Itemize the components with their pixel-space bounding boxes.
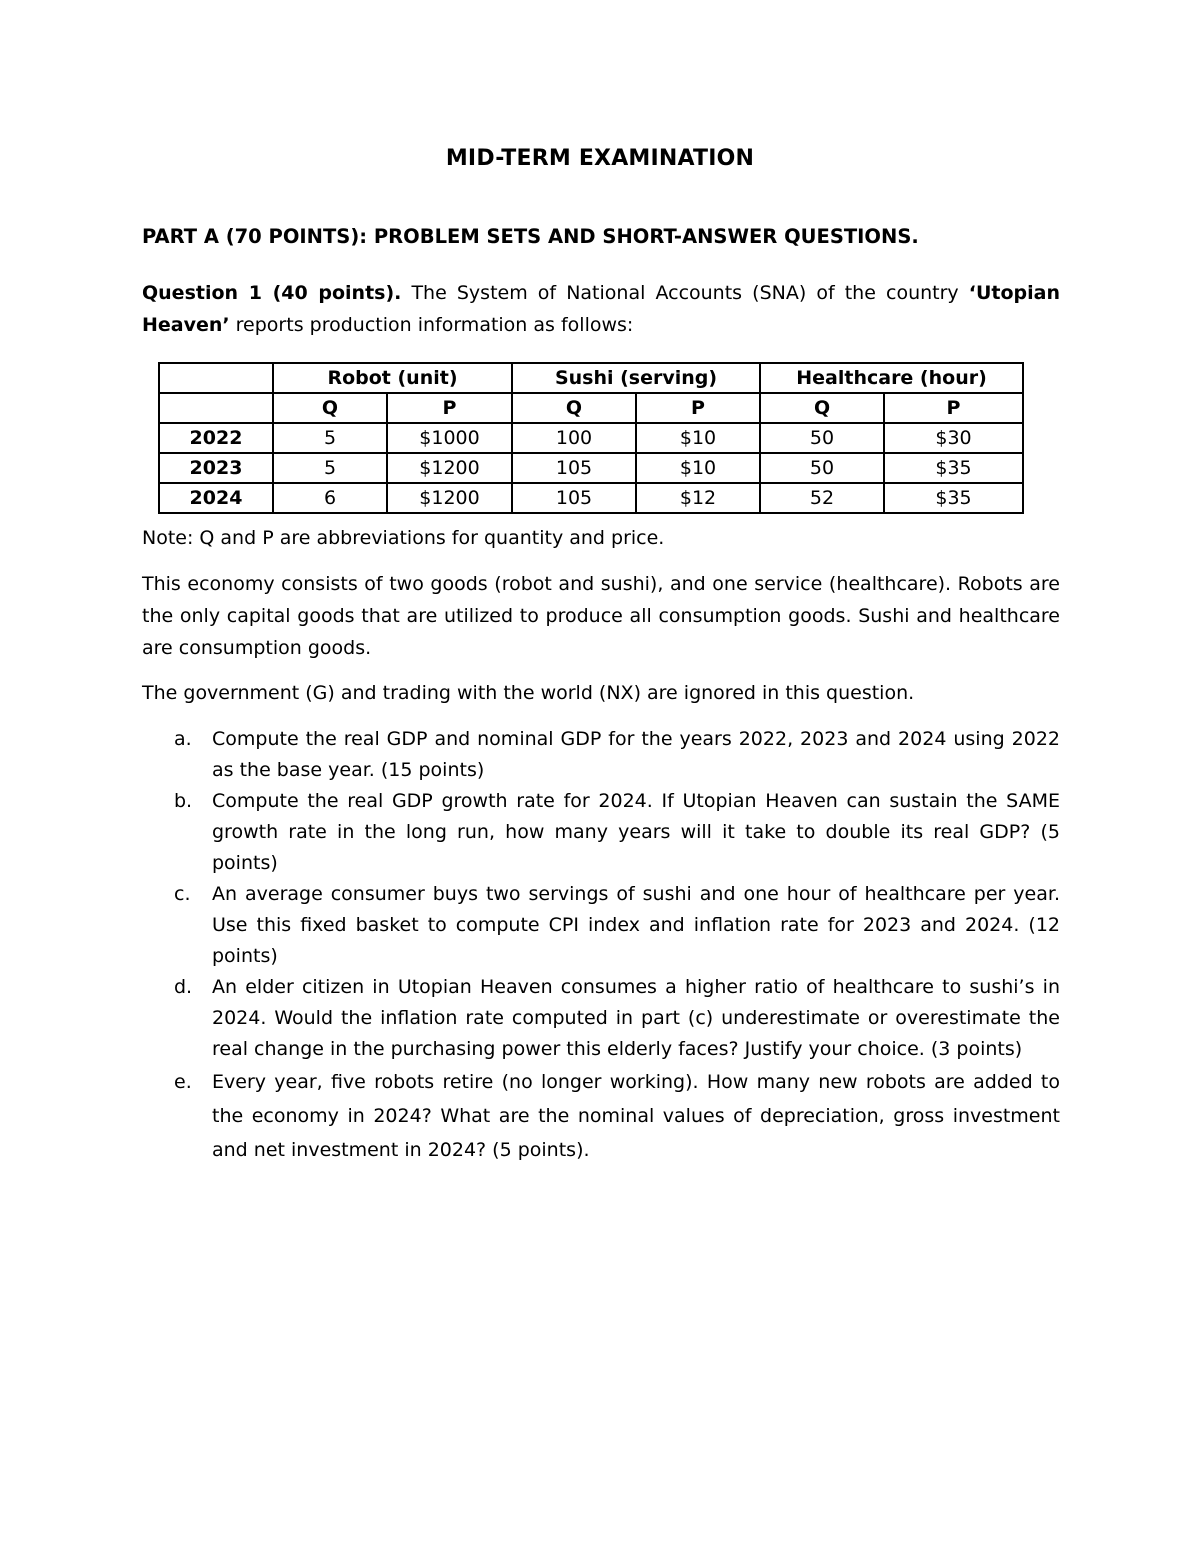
table-group-header-row xyxy=(159,363,1023,393)
subheader-healthcare-p: P xyxy=(884,393,1023,423)
table-cell: $10 xyxy=(636,423,760,453)
part-a-heading: PART A (70 POINTS): PROBLEM SETS AND SHORT-ANSWER QUESTIONS. xyxy=(142,225,919,248)
subheader-sushi-p: P xyxy=(636,393,760,423)
page-title: MID-TERM EXAMINATION xyxy=(445,146,755,171)
economy-description: This economy consists of two goods (robot and sushi), and one service (healthcare). Robots are the only capital goods that are utilized to produce all consumption goods. Sushi and healthcare are consumption goods. xyxy=(142,573,1060,659)
table-cell: 50 xyxy=(760,453,884,483)
table-cell: 50 xyxy=(760,423,884,453)
question-1-text-after: reports production information as follows: xyxy=(229,314,634,336)
subquestion-label: a. xyxy=(174,728,192,750)
table-cell: $1200 xyxy=(387,453,512,483)
subheader-healthcare-q: Q xyxy=(760,393,884,423)
table-cell: 105 xyxy=(512,453,636,483)
year-cell: 2022 xyxy=(159,423,273,453)
question-1-text-before: The System of National Accounts (SNA) of the country xyxy=(401,282,969,304)
table-cell: 5 xyxy=(273,423,387,453)
table-cell: 100 xyxy=(512,423,636,453)
list-item xyxy=(142,724,1060,786)
table-note: Note: Q and P are abbreviations for quantity and price. xyxy=(142,527,665,549)
table-row xyxy=(159,453,1023,483)
table-corner-cell xyxy=(159,363,273,393)
subquestion-text: An average consumer buys two servings of sushi and one hour of healthcare per year. Use this fixed basket to compute CPI index and inflation rate for 2023 and 2024. (12 points) xyxy=(212,883,1060,967)
table-cell: $30 xyxy=(884,423,1023,453)
table-cell: $35 xyxy=(884,483,1023,513)
subquestion-text: Compute the real GDP growth rate for 2024. If Utopian Heaven can sustain the SAME growth rate in the long run, how many years will it take to double its real GDP? (5 points) xyxy=(212,790,1060,874)
subquestion-label: b. xyxy=(174,790,193,812)
table-row xyxy=(159,483,1023,513)
subquestion-text: An elder citizen in Utopian Heaven consumes a higher ratio of healthcare to sushi’s in 2024. Would the inflation rate computed in part (c) underestimate or overestimate the real change in the purchasing power this elderly faces? Justify your choice. (3 points) xyxy=(212,976,1060,1060)
subheader-robot-p: P xyxy=(387,393,512,423)
group-header-healthcare: Healthcare (hour) xyxy=(760,363,1023,393)
country-name: ‘Utopian Heaven’ xyxy=(142,282,1060,336)
subheader-robot-q: Q xyxy=(273,393,387,423)
list-item xyxy=(142,786,1060,879)
table-cell: $1000 xyxy=(387,423,512,453)
subquestion-text: Compute the real GDP and nominal GDP for the years 2022, 2023 and 2024 using 2022 as the base year. (15 points) xyxy=(212,728,1060,781)
table-cell: $10 xyxy=(636,453,760,483)
subheader-sushi-q: Q xyxy=(512,393,636,423)
subquestion-list xyxy=(142,724,1060,1167)
group-header-robot: Robot (unit) xyxy=(273,363,512,393)
table-cell: 6 xyxy=(273,483,387,513)
subquestion-label: e. xyxy=(174,1071,192,1093)
production-table xyxy=(158,362,1024,514)
table-cell: $1200 xyxy=(387,483,512,513)
table-cell: 52 xyxy=(760,483,884,513)
list-item xyxy=(142,879,1060,972)
list-item xyxy=(142,972,1060,1065)
table-subheader-blank xyxy=(159,393,273,423)
table-row xyxy=(159,423,1023,453)
table-subheader-row xyxy=(159,393,1023,423)
government-note: The government (G) and trading with the world (NX) are ignored in this question. xyxy=(142,682,915,704)
table-cell: 105 xyxy=(512,483,636,513)
year-cell: 2024 xyxy=(159,483,273,513)
table-cell: 5 xyxy=(273,453,387,483)
year-cell: 2023 xyxy=(159,453,273,483)
subquestion-text: Every year, five robots retire (no longer working). How many new robots are added to the economy in 2024? What are the nominal values of depreciation, gross investment and net investment in 2024? (5 points). xyxy=(212,1071,1060,1161)
subquestion-label: d. xyxy=(174,976,193,998)
question-1-intro xyxy=(142,277,1060,341)
subquestion-label: c. xyxy=(174,883,191,905)
table-cell: $12 xyxy=(636,483,760,513)
question-1-label: Question 1 (40 points). xyxy=(142,282,402,304)
list-item xyxy=(142,1065,1060,1167)
table-cell: $35 xyxy=(884,453,1023,483)
group-header-sushi: Sushi (serving) xyxy=(512,363,760,393)
